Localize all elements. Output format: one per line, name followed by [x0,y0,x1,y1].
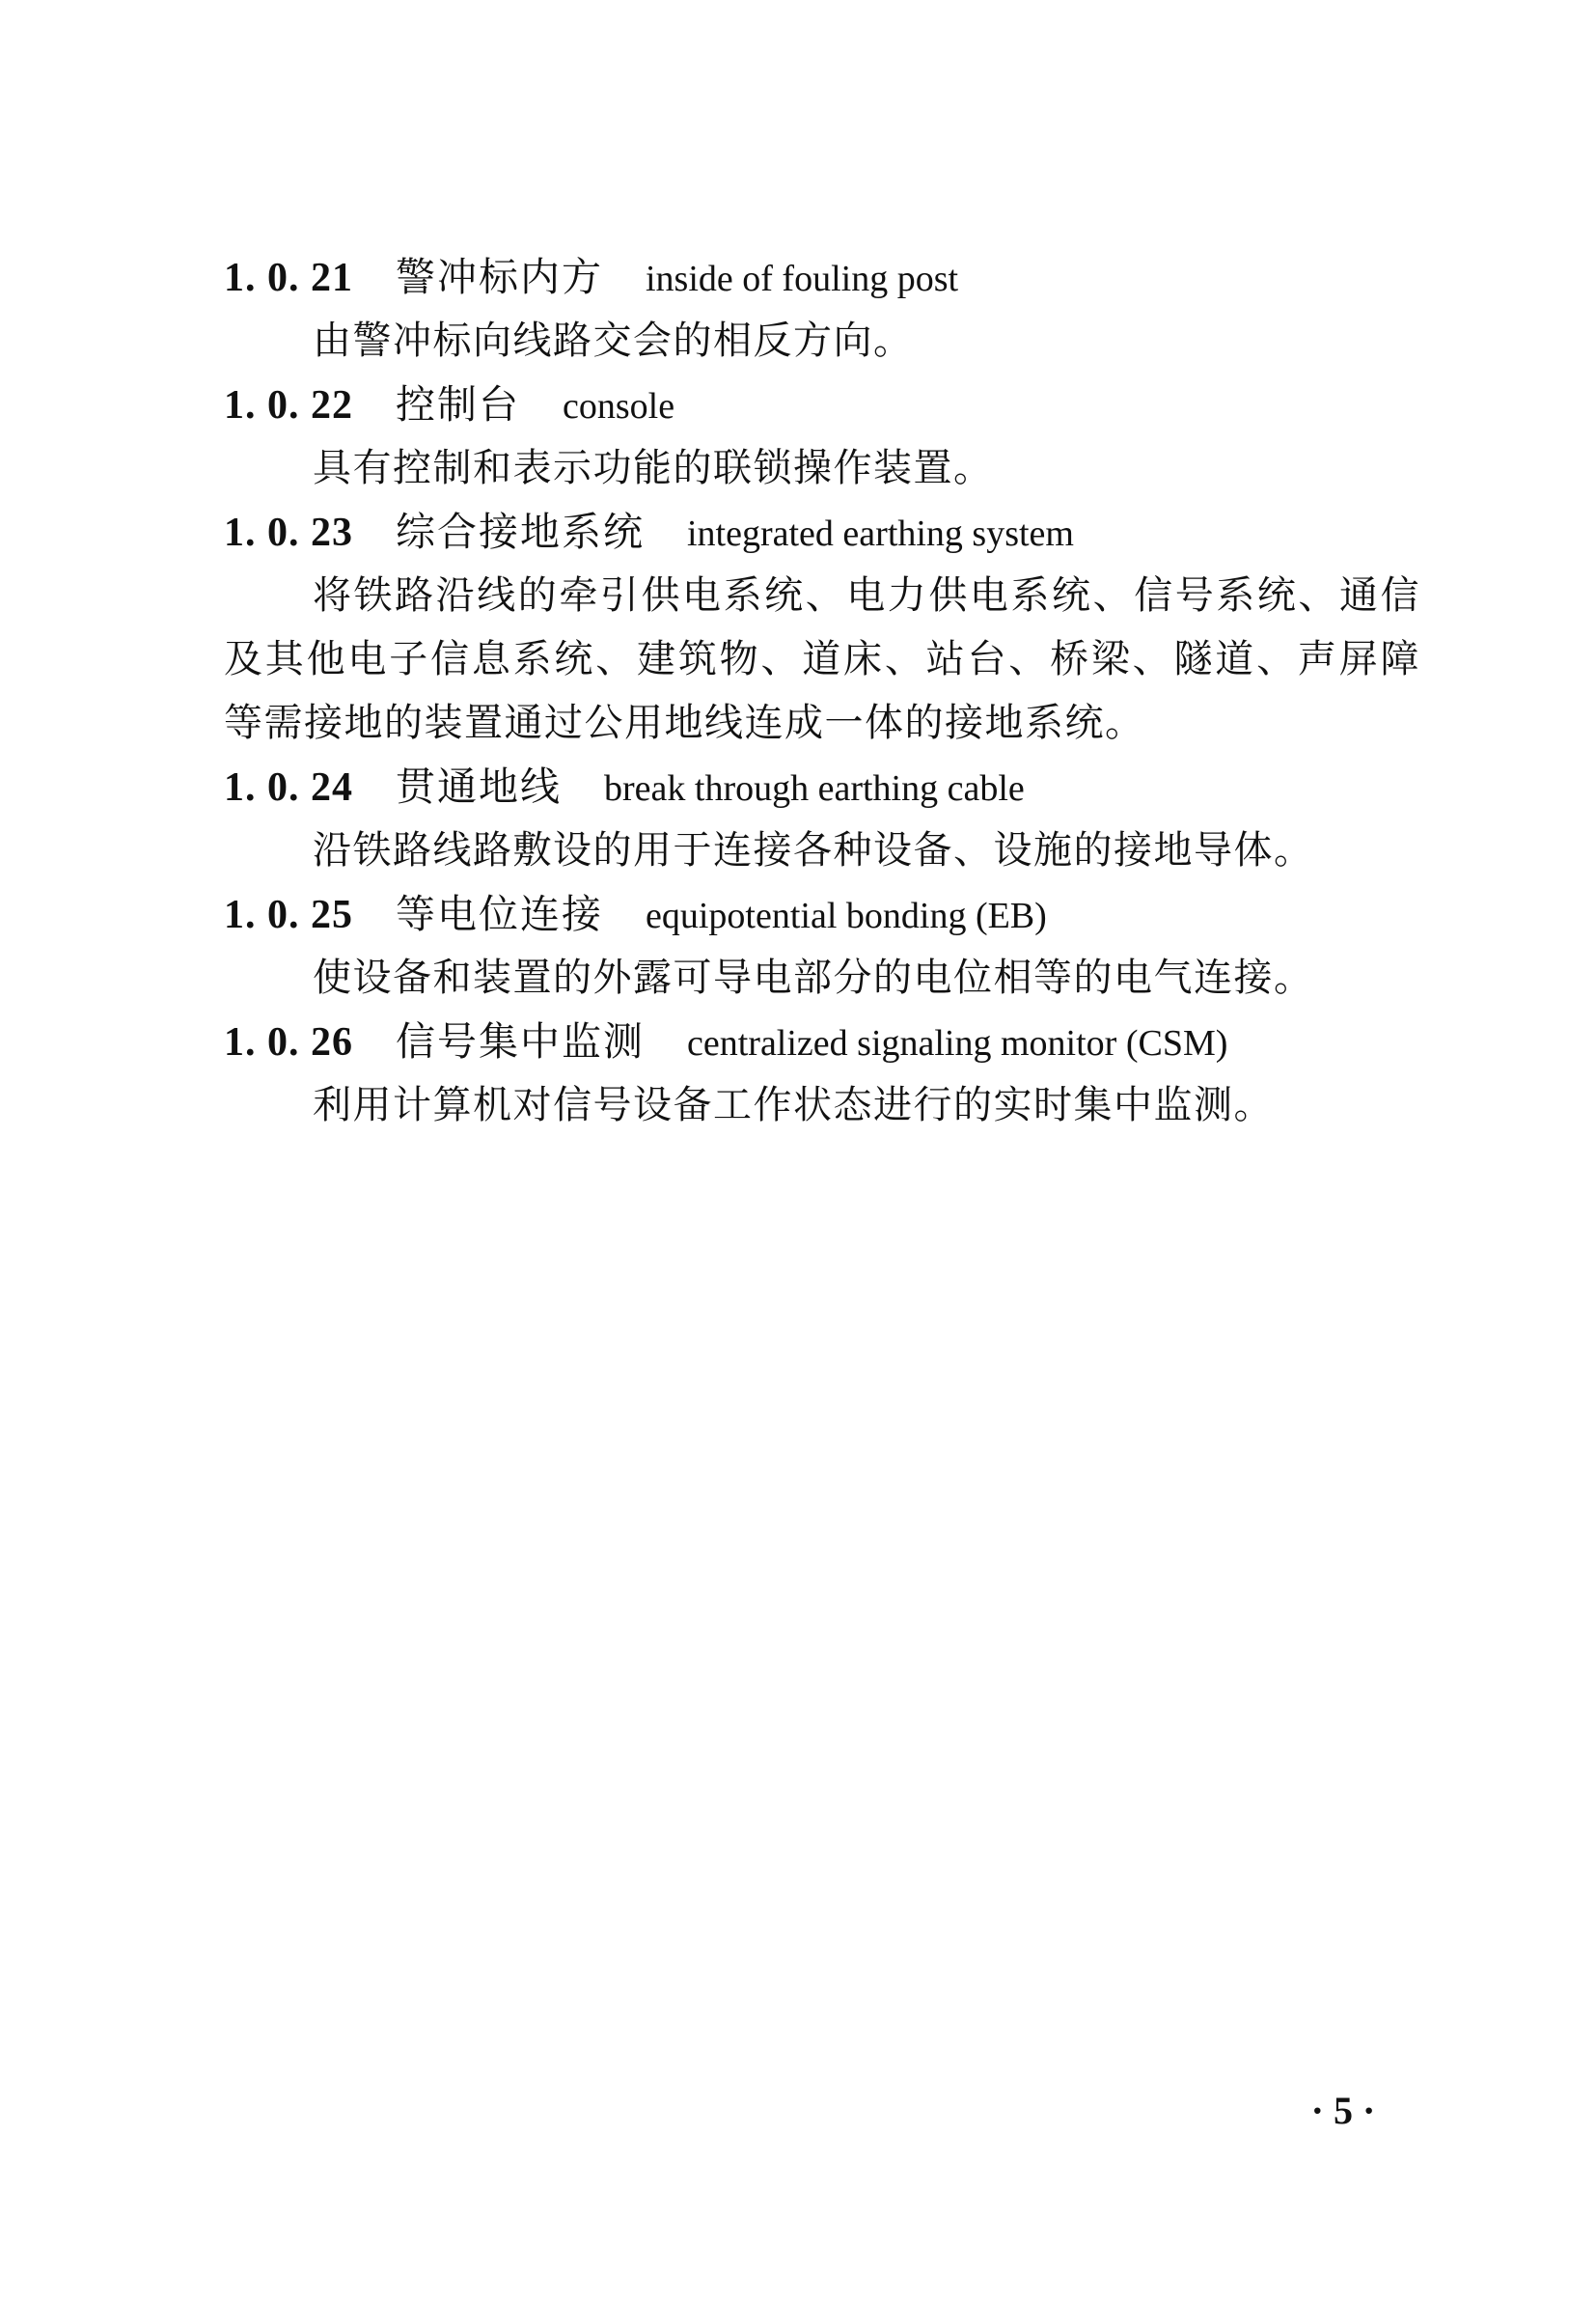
term-number: 1. 0. 22 [224,383,353,428]
term-entry-1-0-23 [224,500,1420,755]
terms-section [224,245,1420,1137]
term-english: console [563,386,675,427]
term-chinese: 控制台 [396,381,520,428]
term-number: 1. 0. 25 [224,893,353,937]
term-definition: 利用计算机对信号设备工作状态进行的实时集中监测。 [313,1083,1274,1127]
term-chinese: 信号集中监测 [396,1018,645,1065]
term-definition: 沿铁路线路敷设的用于连接各种设备、设施的接地导体。 [313,828,1314,873]
term-english: inside of fouling post [646,259,959,299]
term-heading [224,882,1420,946]
term-entry-1-0-24 [224,755,1420,882]
term-english: break through earthing cable [604,768,1025,809]
term-number: 1. 0. 26 [224,1020,353,1065]
term-number: 1. 0. 21 [224,256,353,300]
term-entry-1-0-21 [224,245,1420,373]
term-heading [224,1010,1420,1073]
term-definition: 使设备和装置的外露可导电部分的电位相等的电气连接。 [313,956,1314,1000]
term-heading [224,373,1420,436]
term-chinese: 警冲标内方 [396,254,603,300]
term-english: centralized signaling monitor (CSM) [687,1023,1228,1064]
term-entry-1-0-22 [224,373,1420,500]
term-heading [224,500,1420,564]
term-heading [224,245,1420,309]
term-chinese: 综合接地系统 [396,509,645,555]
term-english: equipotential bonding (EB) [646,896,1047,936]
term-number: 1. 0. 24 [224,765,353,810]
term-entry-1-0-25 [224,882,1420,1010]
term-number: 1. 0. 23 [224,511,353,555]
term-english: integrated earthing system [687,513,1074,554]
page-number: · 5 · [1310,2089,1376,2132]
term-entry-1-0-26 [224,1010,1420,1137]
term-chinese: 等电位连接 [396,891,603,937]
term-heading [224,755,1420,819]
term-chinese: 贯通地线 [396,763,562,810]
term-definition: 将铁路沿线的牵引供电系统、电力供电系统、信号系统、通信及其他电子信息系统、建筑物、道床、站台、桥梁、隧道、声屏障等需接地的装置通过公用地线连成一体的接地系统。 [224,573,1420,745]
term-definition: 由警冲标向线路交会的相反方向。 [313,319,914,363]
term-definition: 具有控制和表示功能的联锁操作装置。 [313,446,994,490]
